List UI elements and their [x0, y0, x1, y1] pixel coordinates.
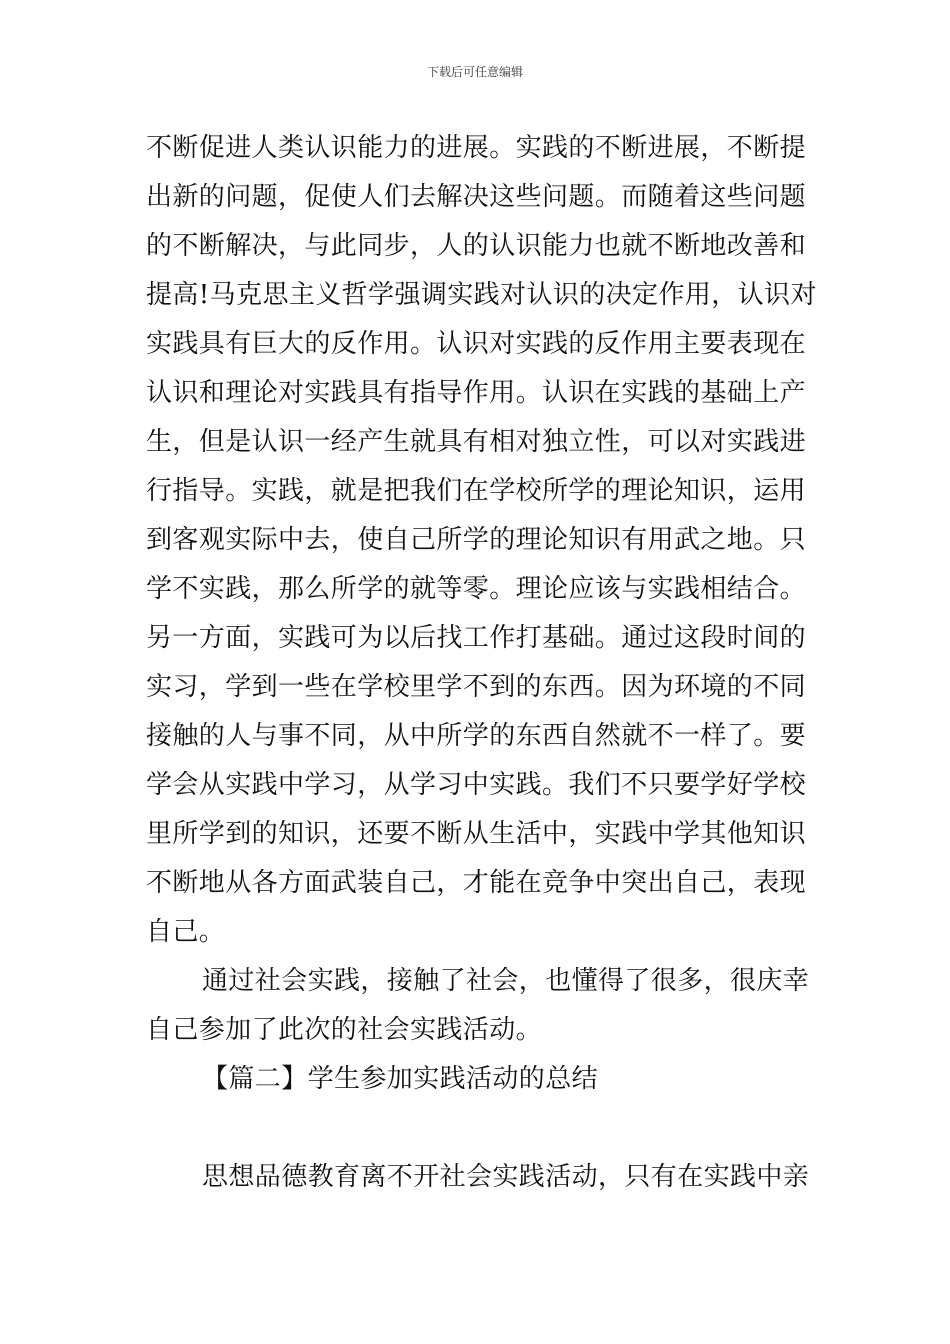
text-line: 自己参加了此次的社会实践活动。 — [146, 1015, 543, 1045]
text-line: 接触的人与事不同，从中所学的东西自然就不一样了。要 — [146, 721, 807, 751]
text-line: 认识和理论对实践具有指导作用。认识在实践的基础上产 — [146, 378, 807, 408]
section-heading — [146, 1055, 806, 1104]
text-line: 实践具有巨大的反作用。认识对实践的反作用主要表现在 — [146, 329, 807, 359]
text-line: 里所学到的知识，还要不断从生活中，实践中学其他知识 — [146, 819, 807, 849]
section-heading-text: 【篇二】学生参加实践活动的总结 — [202, 1064, 599, 1094]
text-line: 不断促进人类认识能力的进展。实践的不断进展，不断提 — [146, 133, 807, 163]
paragraph-1 — [146, 124, 817, 957]
text-line: 行指导。实践，就是把我们在学校所学的理论知识，运用 — [146, 476, 807, 506]
page-header: 下载后可任意编辑 — [426, 65, 523, 79]
text-line: 思想品德教育离不开社会实践活动，只有在实践中亲 — [202, 1162, 810, 1192]
document-body — [146, 124, 817, 1202]
blank-line — [146, 1104, 806, 1153]
paragraph-2 — [146, 957, 810, 1055]
text-line: 学不实践，那么所学的就等零。理论应该与实践相结合。 — [146, 574, 807, 604]
text-line: 提高!马克思主义哲学强调实践对认识的决定作用，认识对 — [146, 280, 817, 310]
paragraph-3 — [146, 1153, 810, 1202]
text-line: 自己。 — [146, 917, 226, 947]
text-line: 生，但是认识一经产生就具有相对独立性，可以对实践进 — [146, 427, 807, 457]
text-line: 不断地从各方面武装自己，才能在竞争中突出自己，表现 — [146, 868, 807, 898]
text-line: 出新的问题，促使人们去解决这些问题。而随着这些问题 — [146, 182, 807, 212]
text-line: 另一方面，实践可为以后找工作打基础。通过这段时间的 — [146, 623, 807, 653]
text-line: 通过社会实践，接触了社会，也懂得了很多，很庆幸 — [202, 966, 810, 996]
text-line: 的不断解决，与此同步，人的认识能力也就不断地改善和 — [146, 231, 807, 261]
text-line: 到客观实际中去，使自己所学的理论知识有用武之地。只 — [146, 525, 807, 555]
text-line: 学会从实践中学习，从学习中实践。我们不只要学好学校 — [146, 770, 807, 800]
text-line: 实习，学到一些在学校里学不到的东西。因为环境的不同 — [146, 672, 807, 702]
